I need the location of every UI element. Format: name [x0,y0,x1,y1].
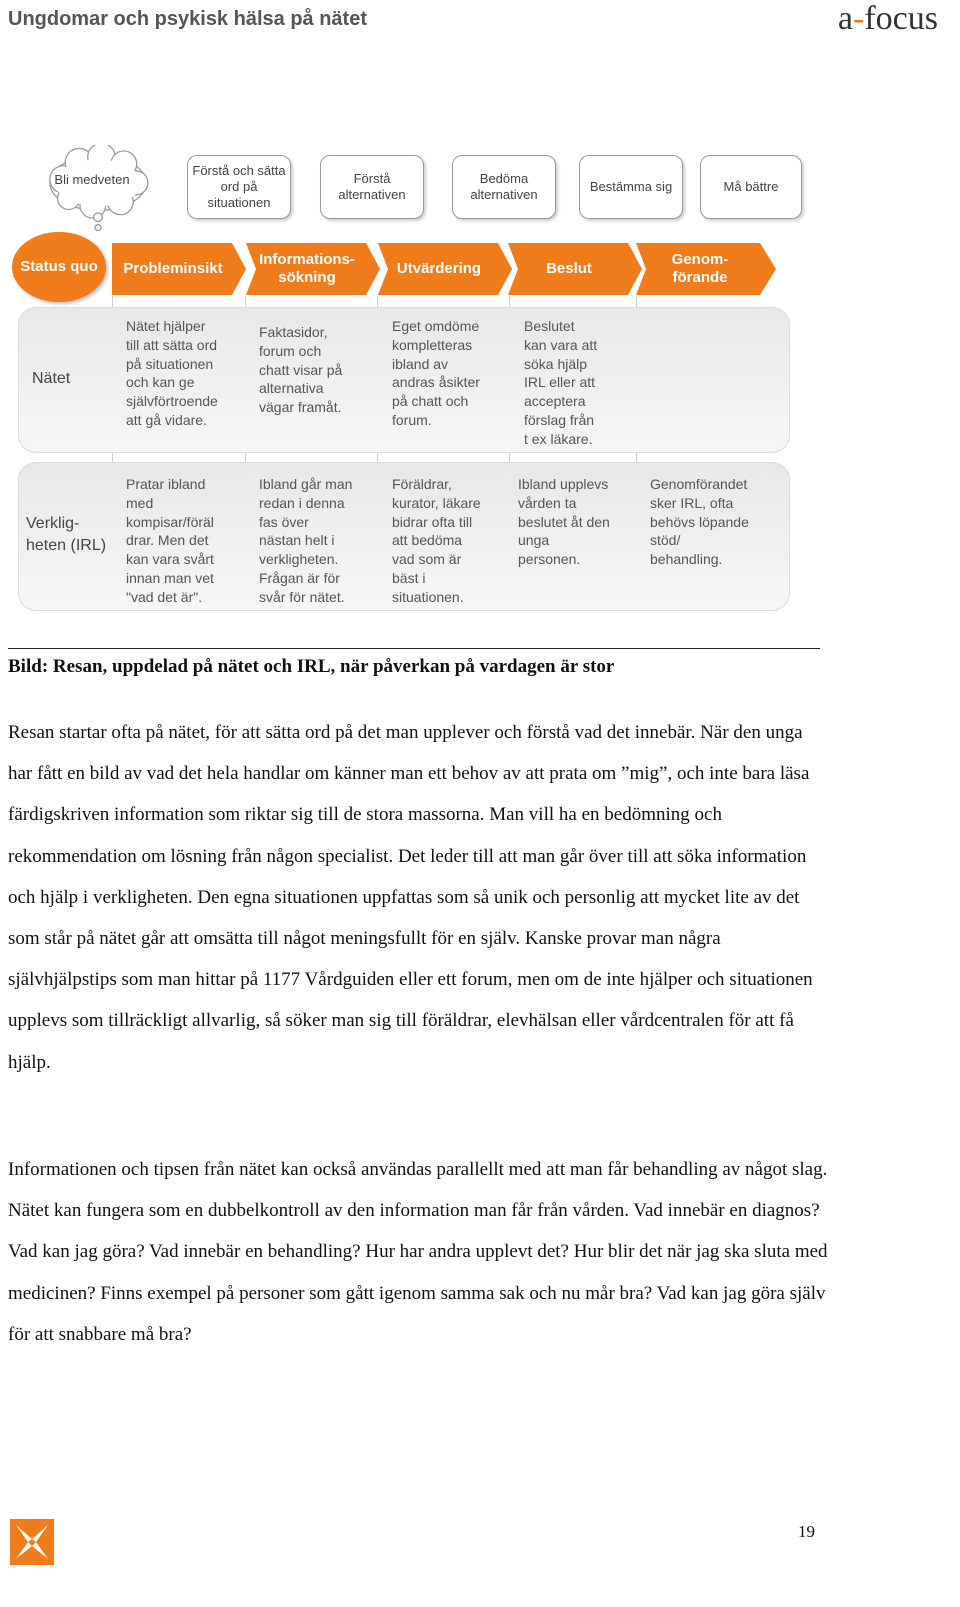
bubble-bedoma-alternativen: Bedöma alternativen [452,155,556,219]
bubble-bestamma-sig: Bestämma sig [579,155,683,219]
cell-irl-beslut: Ibland upplevs vården ta beslutet åt den unga personen. [518,476,610,568]
afocus-footer-logo-icon [10,1519,54,1565]
cell-irl-probleminsikt: Pratar ibland med kompisar/föräl drar. Men det kan vara svårt innan man vet "vad det är". [126,476,214,605]
stage-utvardering [378,243,512,295]
stage-genomforande [636,243,776,295]
cell-natet-informationssokning: Faktasidor, forum och chatt visar på alternativa vägar framåt. [259,324,343,416]
stage-beslut [508,243,642,295]
logo-text-focus: focus [864,0,938,37]
logo-text-a: a [837,0,854,37]
stage-informationssokning [246,243,380,295]
cell-irl-utvardering: Föräldrar, kurator, läkare bidrar ofta till att bedöma vad som är bäst i situationen. [392,476,481,605]
status-quo-circle: Status quo [12,232,106,302]
cell-natet-probleminsikt: Nätet hjälper till att sätta ord på situationen och kan ge självförtroende att gå vidare. [126,318,218,428]
logo-dot: - [853,0,865,37]
caption-text: : Resan, uppdelad på nätet och IRL, när påverkan på vardagen är stor [41,656,615,677]
cell-natet-beslut: Beslutet kan vara att söka hjälp IRL eller att acceptera förslag från t ex läkare. [524,318,598,447]
cell-irl-genomforande: Genomförandet sker IRL, ofta behövs löpande stöd/ behandling. [650,476,749,568]
bubble-ma-battre: Må bättre [700,155,802,219]
body-paragraph-1: Resan startar ofta på nätet, för att sätta ord på det man upplever och förstå vad det innebär. När den unga har fått en bild av vad det hela handlar om känner man ett behov av att prata om ”mig”, och inte bara läsa färdigskriven information som riktar sig till de stora massorna. Man vill ha en bedömning och rekommendation om lösning från någon specialist. Det leder till att man går över till att söka information och hjälp i verkligheten. Den egna situationen uppfattas som så unik och personlig att mycket lite av det som står på nätet går att omsätta till något meningsfullt för en själv. Kanske provar man några självhjälpstips som man hittar på 1177 Vårdguiden eller ett forum, men om de inte hjälper och situationen upplevs som tillräckligt allvarlig, så söker man sig till föräldrar, elevhälsan eller vårdcentralen för att få hjälp. [8,722,813,1073]
row-label-natet: Nätet [32,370,71,387]
page-number: 19 [798,1522,815,1541]
cell-natet-utvardering: Eget omdöme kompletteras ibland av andras åsikter på chatt och forum. [392,318,480,428]
cell-irl-informationssokning: Ibland går man redan i denna fas över nästan helt i verkligheten. Frågan är för svår för nätet. [259,476,353,605]
stage-label: Informations-sökning [259,251,355,286]
stage-label: Utvärdering [396,260,482,277]
bubble-forsta-alternativen: Förstå alternativen [320,155,424,219]
thought-text: Bli medveten [54,172,130,187]
row-label-verkligheten: Verklig- heten (IRL) [26,515,107,554]
stage-label: Genom-förande [671,251,729,286]
figure-caption [8,656,614,678]
caption-rule [8,648,820,649]
caption-label: Bild [8,656,42,677]
afocus-logo [838,0,938,38]
page-header-title: Ungdomar och psykisk hälsa på nätet [8,8,367,30]
body-paragraph-2: Informationen och tipsen från nätet kan också användas parallellt med att man får behandling av något slag. Nätet kan fungera som en dubbelkontroll av den information man får från vården. Vad innebär en diagnos? Vad kan jag göra? Vad innebär en behandling? Hur har andra upplevt det? Hur blir det när jag ska sluta med medicinen? Finns exempel på personer som gått igenom samma sak och nu mår bra? Vad kan jag göra själv för att snabbare må bra? [8,1159,828,1345]
stage-probleminsikt [112,243,246,295]
stage-label: Beslut [546,260,592,277]
stage-label: Probleminsikt [123,260,223,277]
bubble-forsta-satta-ord: Förstå och sätta ord på situationen [187,155,291,219]
